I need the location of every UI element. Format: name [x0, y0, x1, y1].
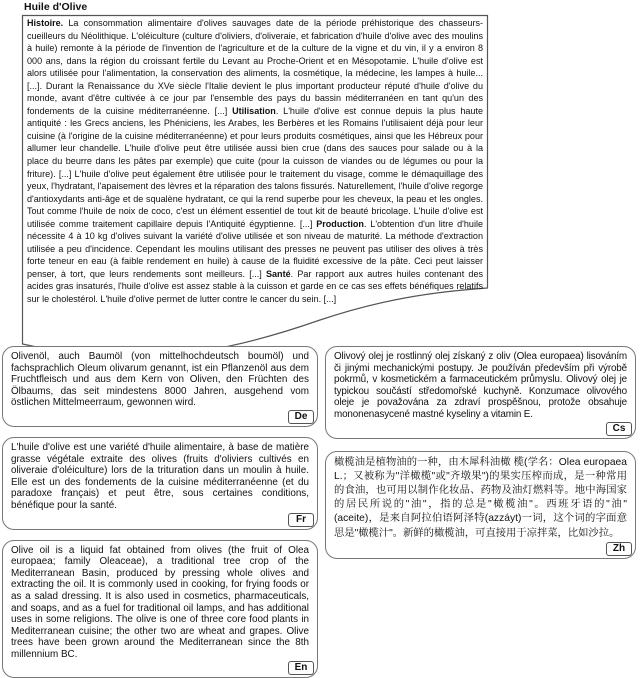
left-summary-column [2, 346, 318, 678]
paragraph-sante: . Par rapport aux autres huiles contenant des acides gras insaturés, l'huile d'olive est assez stable à la cuisson et garde en ce cas ses effets bénéfiques relatifs sur le cholestérol. L'huile d'olive permet de lutter contre le cancer du sein. [...] [27, 268, 483, 305]
summary-box-cs [325, 346, 636, 439]
language-label-en: En [288, 661, 314, 675]
paragraph-histoire: La consommation alimentaire d'olives sauvages date de la période préhistorique des chasseurs-cueilleurs du Néolithique. L'oléiculture (culture d'oliviers, d'oliveraie, et fabrication d'huile d'olive avec des moulins à huile) remonte à la période de l'invention de l'agriculture et de la culture de la vigne et du vin, il y a environ 8 000 ans, dans la région du croissant fertile du Levant au Proche-Orient et en Mésopotamie. L'huile d'olive est alors utilisée pour l'alimentation, la conservation des aliments, la cosmétique, la médecine, les lampes à huile... [...]. Durant la Renaissance du XVe siècle l'Italie devient le plus important producteur réputé d'huile d'olive du monde, avant d'être cultivée à ce jour par l'ensemble des pays du bassin méditerranéen en tant qu'un des fondements de la cuisine méditerranéenne. [...] [27, 18, 483, 116]
document-title: Huile d'Olive [24, 1, 88, 13]
document-body [27, 17, 483, 306]
language-label-zh: Zh [606, 542, 632, 556]
paragraph-utilisation: . L'huile d'olive est connue depuis la plus haute antiquité : les Grecs anciens, les Phéniciens, les Arabes, les Berbères et les Romains l'utilisaient déjà pour leur cuisine (à l'origine de la cuisine méditerranéenne) et pour leurs produits cosmétiques, ainsi que les Hébreux pour allumer leur chandelle. L'huile d'olive peut être utilisée aussi bien crue (dans des sauces pour salade ou à la place du beurre dans les pâtes par exemple) que cuite (pour la cuisson de viandes ou de légumes ou pour la friture). [...] L'huile d'olive peut également être utilisée pour le traitement du visage, comme le démaquillage des yeux, l'hydratant, l'apaisement des lèvres et la réparation des talons fissurés. Naturellement, l'huile d'olive regorge d'antioxydants anti-âge et de squalène hydratant, ce qui la rend superbe pour les cheveux, la peau et les ongles. Tout comme l'huile de noix de coco, c'est un élément essentiel de tout kit de beauté bricolage. L'huile d'olive est utilisée comme traitement capillaire depuis l'Antiquité égyptienne. [...] [27, 105, 483, 229]
language-label-fr: Fr [288, 513, 314, 527]
summary-text-cs: Olivový olej je rostlinný olej získaný z oliv (Olea europaea) lisováním či jinými mechanickými postupy. Je používán především při výrobě pokrmů, v kosmetickém a farmaceutickém průmyslu. Olivový olej je typickou součástí středomořské kuchyně. Konzumace olivového oleje je považována za zdraví prospěšnou, protože obsahuje mononenasycené mastné kyseliny a vitamin E. [334, 351, 627, 420]
heading-utilisation: Utilisation [232, 105, 276, 116]
summary-text-zh: 橄榄油是植物油的一种，由木犀科油橄 榄(学名：Olea europaea L.；又被称为"洋橄榄"或"齐墩果")的果实压榨而成，是一种常用的食油，也可用以制作化妆品、药物及油灯燃料等。地中海国家的居民所说的"油"，指的总是"橄榄油"。西班牙语的"油"(aceite)，是来自阿拉伯语阿泽特(azzáyt)一词，这个词的字面意思是"橄榄汁"。新鲜的橄榄油，可直接用于凉拌菜，比如沙拉。 [334, 456, 627, 539]
language-label-cs: Cs [606, 422, 632, 436]
summary-box-en [2, 540, 318, 678]
heading-sante: Santé [265, 268, 291, 279]
summary-box-zh [325, 451, 636, 559]
summary-text-fr: L'huile d'olive est une variété d'huile alimentaire, à base de matière grasse végétale extraite des olives (fruits d'oliviers cultivés en oliveraie d'oléiculture) lors de la trituration dans un moulin à huile. Elle est un des fondements de la cuisine méditerranéenne (et du paradoxe français) et peut être, sous certaines conditions, bénéfique pour la santé. [11, 441, 309, 511]
summary-box-fr [2, 437, 318, 530]
language-label-de: De [288, 410, 314, 424]
paragraph-production: . L'obtention d'un litre d'huile nécessite 4 à 10 kg d'olives suivant la variété d'olive utilisée et son niveau de maturité. La méthode d'extraction utilisée a peu d'incidence. Cependant les moulins utilisant des presses ne peuvent pas utiliser des olives à très forte teneur en eau (à faible rendement en huile) à cause de la fluidité excessive de la pâte. Ceci peut laisser penser, à tort, que leurs rendements sont meilleurs. [...] [27, 218, 483, 279]
heading-histoire: Histoire. [27, 18, 64, 28]
heading-production: Production [316, 218, 364, 229]
summary-text-en: Olive oil is a liquid fat obtained from olives (the fruit of Olea europaea; family Oleaceae), a traditional tree crop of the Mediterranean Basin, produced by pressing whole olives and extracting the oil. It is commonly used in cooking, for frying foods or as a salad dressing. It is also used in cosmetics, pharmaceuticals, and soaps, and as a fuel for traditional oil lamps, and has additional uses in some religions. The olive is one of three core food plants in Mediterranean cuisine; the other two are wheat and grapes. Olive trees have been grown around the Mediterranean since the 8th millennium BC. [11, 544, 309, 660]
summary-text-de: Olivenöl, auch Baumöl (von mittelhochdeutsch boumöl) und fachsprachlich Oleum olivarum genannt, ist ein Pflanzenöl aus dem Fruchtfleisch und aus dem Kern von Oliven, den Früchten des Ölbaums, das seit mindestens 8000 Jahren, ausgehend vom östlichen Mittelmeerraum, gewonnen wird. [11, 351, 309, 409]
summary-box-de [2, 346, 318, 427]
right-summary-column [325, 346, 636, 559]
